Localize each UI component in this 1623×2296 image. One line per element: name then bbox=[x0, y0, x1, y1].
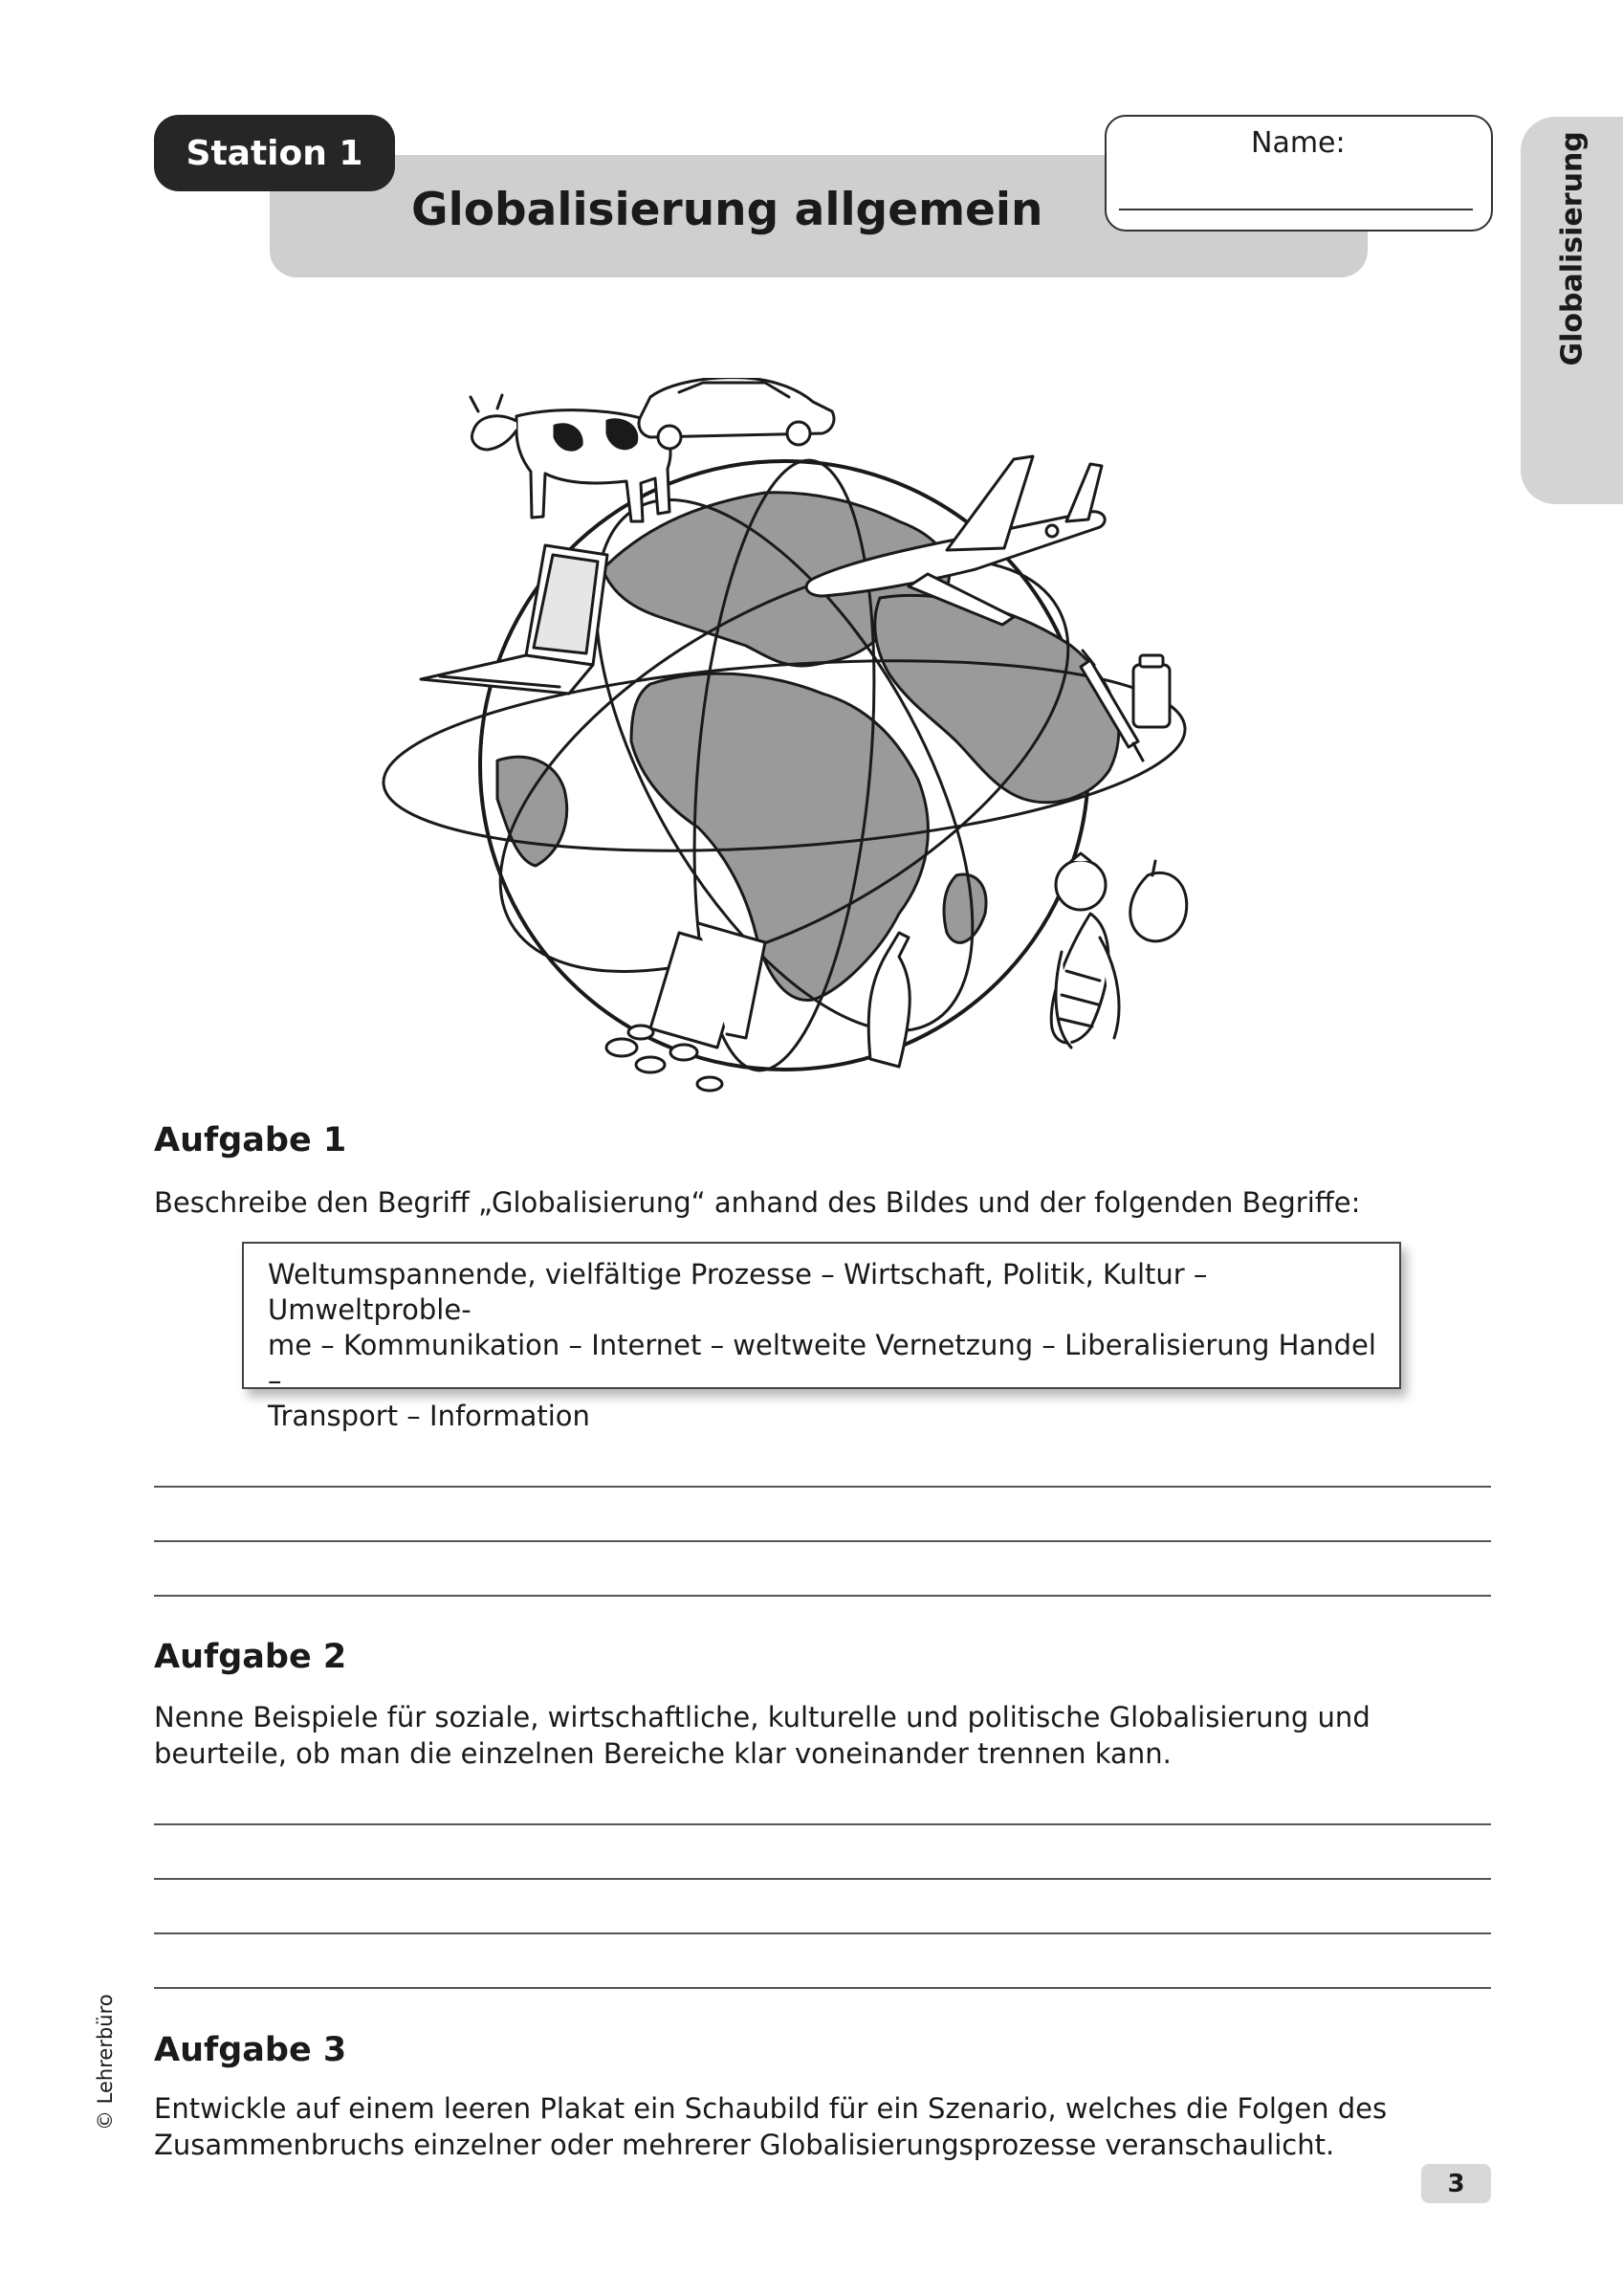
laptop-icon bbox=[421, 545, 607, 694]
task3-title: Aufgabe 3 bbox=[154, 2031, 347, 2069]
terms-box bbox=[242, 1242, 1401, 1432]
task3-text: Entwickle auf einem leeren Plakat ein Schaubild für ein Szenario, welches die Folgen des Zusammenbruchs einzelner oder mehrerer Globalisierungsprozesse veranschaulicht. bbox=[154, 2092, 1388, 2161]
answer-line[interactable] bbox=[154, 1486, 1491, 1488]
answer-line[interactable] bbox=[154, 1595, 1491, 1597]
answer-line[interactable] bbox=[154, 1878, 1491, 1880]
side-tab-label bbox=[1556, 252, 1590, 366]
task2-text: Nenne Beispiele für soziale, wirtschaftliche, kulturelle und politische Globalisierung und beurteile, ob man die einzelnen Bereiche klar voneinander trennen kann. bbox=[154, 1701, 1371, 1770]
answer-line[interactable] bbox=[154, 1540, 1491, 1542]
answer-line[interactable] bbox=[154, 1823, 1491, 1825]
bottle-icon bbox=[1133, 655, 1170, 727]
page-title: Globalisierung allgemein bbox=[411, 184, 1043, 236]
terms-line: Transport – Information bbox=[268, 1400, 590, 1432]
task1-title: Aufgabe 1 bbox=[154, 1121, 347, 1159]
car-icon bbox=[639, 378, 834, 449]
copyright-notice: © Lehrerbüro bbox=[94, 1994, 117, 2130]
name-label: Name: bbox=[1251, 126, 1346, 160]
answer-line[interactable] bbox=[154, 1987, 1491, 1989]
station-badge: Station 1 bbox=[154, 115, 395, 191]
terms-line: Weltumspannende, vielfältige Prozesse – Wirtschaft, Politik, Kultur – Umweltproble- bbox=[268, 1258, 1208, 1326]
corn-icon bbox=[1051, 914, 1119, 1048]
page-number: 3 bbox=[1421, 2164, 1491, 2203]
apple-icon bbox=[1130, 861, 1187, 941]
name-input-line[interactable] bbox=[1119, 209, 1473, 210]
task1-text: Beschreibe den Begriff „Globalisierung“ anhand des Bildes und der folgenden Begriffe: bbox=[154, 1186, 1361, 1219]
answer-line[interactable] bbox=[154, 1932, 1491, 1934]
terms-line: me – Kommunikation – Internet – weltweite Vernetzung – Liberalisierung Handel – bbox=[268, 1329, 1376, 1397]
globalization-illustration bbox=[363, 378, 1243, 1105]
terms-text bbox=[268, 1257, 1387, 1434]
task2-title: Aufgabe 2 bbox=[154, 1638, 347, 1676]
